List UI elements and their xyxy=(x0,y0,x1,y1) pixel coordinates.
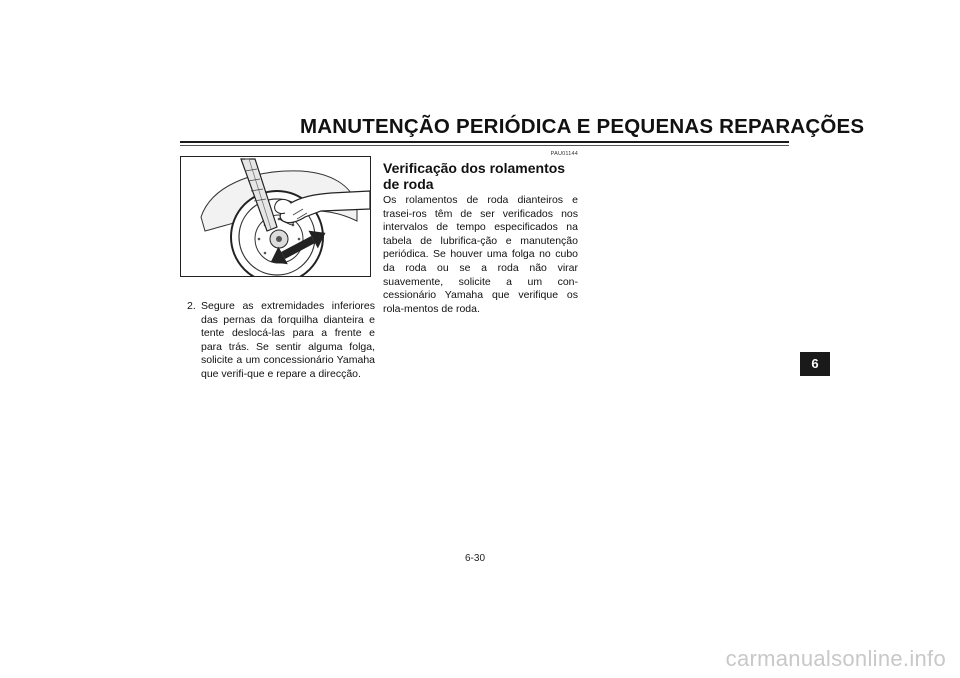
header-rule-secondary xyxy=(180,145,789,146)
front-fork-bearing-check-illustration-icon xyxy=(181,157,370,276)
section-wheel-bearings xyxy=(383,150,578,316)
section-body: Os rolamentos de roda dianteiros e trasei-ros têm de ser verificados nos intervalos de tempo especificados na tabela de lubrifica-ção e manutenção periódica. Se houver uma folga no cubo da roda ou se a roda não virar suavemente, solicite a um con-cessionário Yamaha que verifique os rola-mentos de roda. xyxy=(383,194,578,315)
section-code: PAU01144 xyxy=(550,151,578,157)
chapter-tab: 6 xyxy=(800,352,830,376)
front-fork-illustration xyxy=(180,156,371,277)
step-number: 2. xyxy=(187,300,196,312)
page-title: MANUTENÇÃO PERIÓDICA E PEQUENAS REPARAÇÕES xyxy=(300,115,865,138)
watermark: carmanualsonline.info xyxy=(725,646,946,671)
section-title: Verificação dos rolamentos de roda xyxy=(383,160,566,192)
step-item xyxy=(187,300,375,382)
step-text: Segure as extremidades inferiores das pernas da forquilha dianteira e tente deslocá-las para a frente e para trás. Se sentir alguma folga, solicite a um concessionário Yamaha que verifi-que e repare a direcção. xyxy=(201,300,375,380)
header-rule xyxy=(180,141,789,143)
page-number: 6-30 xyxy=(465,553,486,564)
